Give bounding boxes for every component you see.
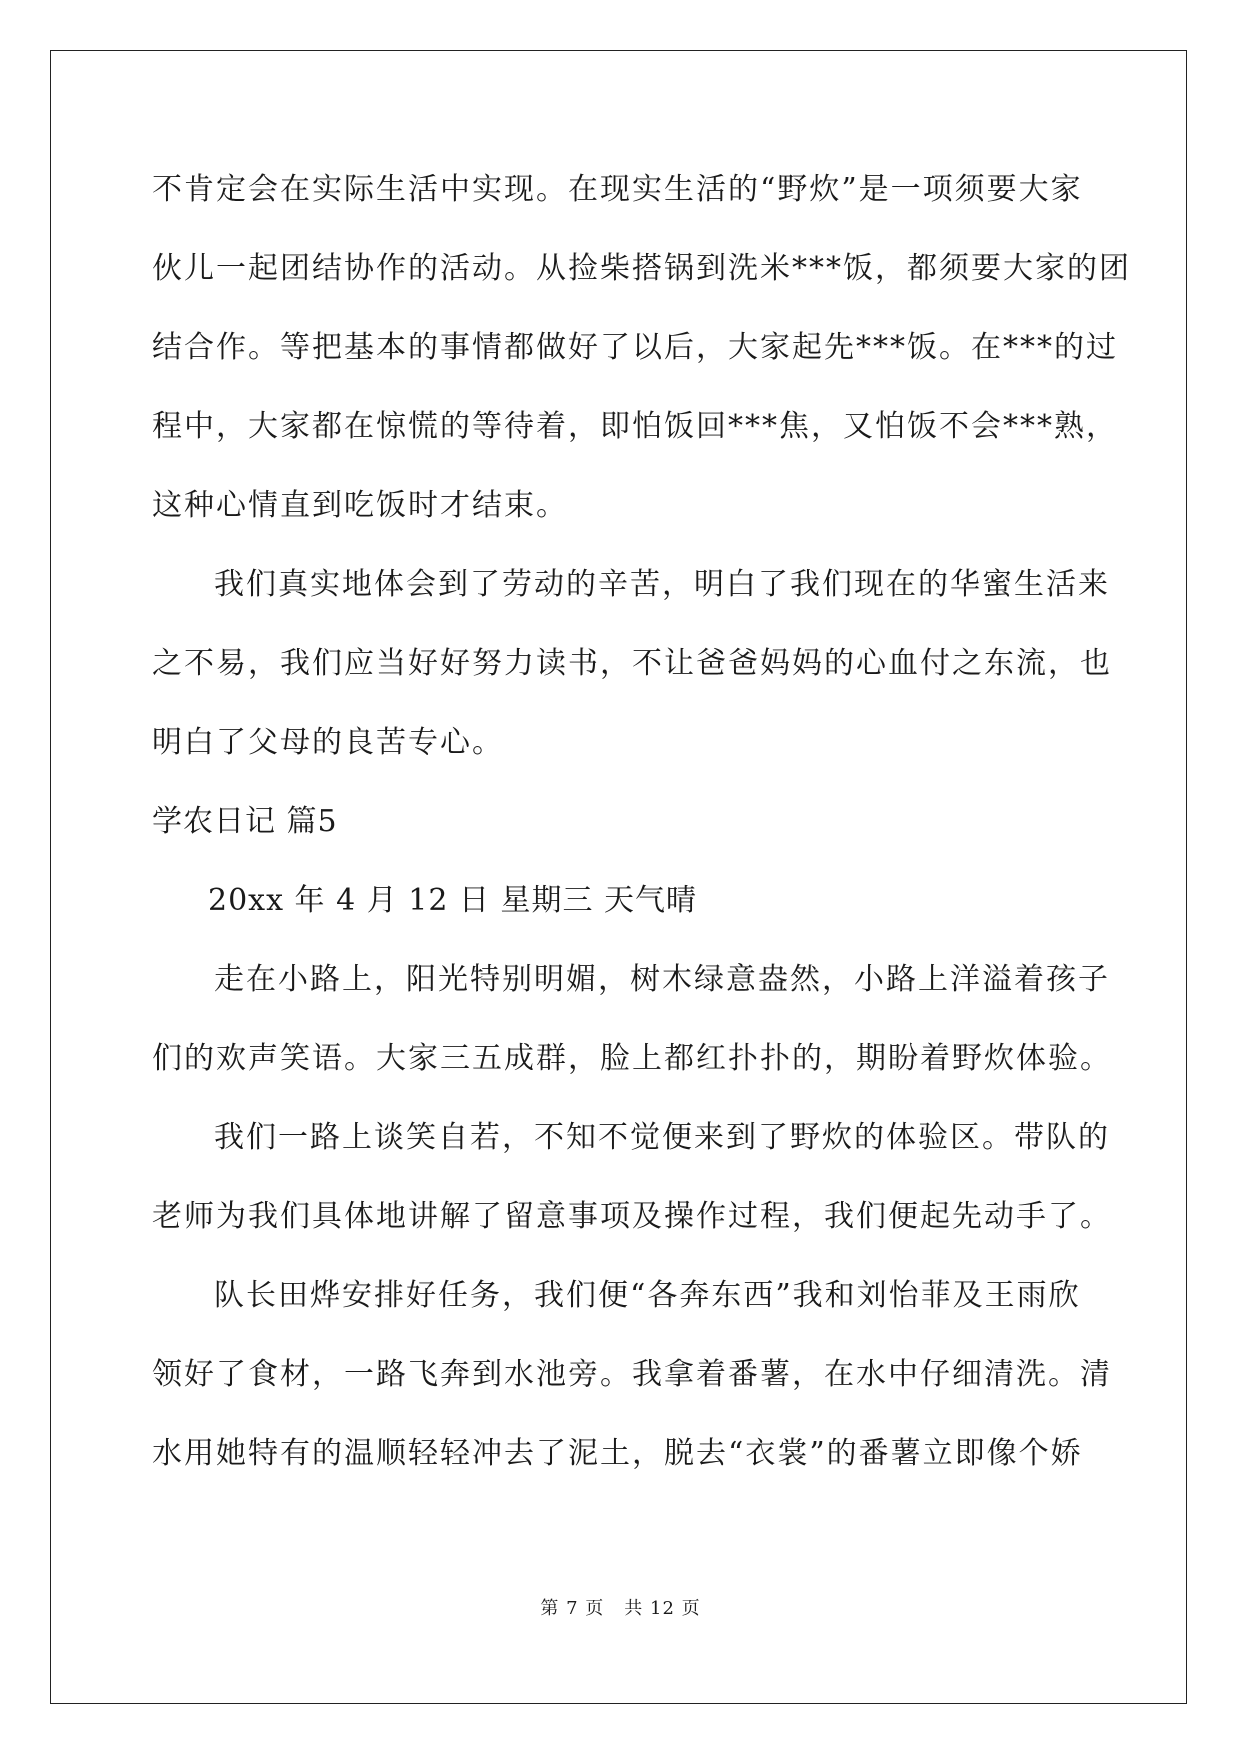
text-line: 水用她特有的温顺轻轻冲去了泥土，脱去“衣裳”的番薯立即像个娇 xyxy=(152,1436,1083,1471)
page-footer xyxy=(0,1594,1241,1620)
text-line: 伙儿一起团结协作的活动。从捡柴搭锅到洗米***饭，都须要大家的团 xyxy=(152,251,1131,286)
text-line: 这种心情直到吃饭时才结束。 xyxy=(152,488,568,523)
text-line: 结合作。等把基本的事情都做好了以后，大家起先***饭。在***的过 xyxy=(152,330,1118,365)
text-line: 们的欢声笑语。大家三五成群，脸上都红扑扑的，期盼着野炊体验。 xyxy=(152,1041,1112,1076)
text-line: 领好了食材，一路飞奔到水池旁。我拿着番薯，在水中仔细清洗。清 xyxy=(152,1357,1112,1392)
page-number: 第 7 页 xyxy=(540,1598,605,1619)
text-line: 不肯定会在实际生活中实现。在现实生活的“野炊”是一项须要大家 xyxy=(152,172,1083,207)
text-line: 队长田烨安排好任务，我们便“各奔东西”我和刘怡菲及王雨欣 xyxy=(214,1278,1081,1313)
text-line: 我们真实地体会到了劳动的辛苦，明白了我们现在的华蜜生活来 xyxy=(214,567,1110,602)
diary-date-line: 20xx 年 4 月 12 日 星期三 天气晴 xyxy=(208,883,698,918)
text-line: 老师为我们具体地讲解了留意事项及操作过程，我们便起先动手了。 xyxy=(152,1199,1112,1234)
text-line: 之不易，我们应当好好努力读书，不让爸爸妈妈的心血付之东流，也 xyxy=(152,646,1112,681)
document-body xyxy=(152,150,1131,1493)
section-heading: 学农日记 篇5 xyxy=(152,804,338,839)
text-line: 明白了父母的良苦专心。 xyxy=(152,725,504,760)
page-total: 共 12 页 xyxy=(624,1598,701,1619)
text-line: 程中，大家都在惊慌的等待着，即怕饭回***焦，又怕饭不会***熟， xyxy=(152,409,1118,444)
text-line: 走在小路上，阳光特别明媚，树木绿意盎然，小路上洋溢着孩子 xyxy=(214,962,1110,997)
text-line: 我们一路上谈笑自若，不知不觉便来到了野炊的体验区。带队的 xyxy=(214,1120,1110,1155)
